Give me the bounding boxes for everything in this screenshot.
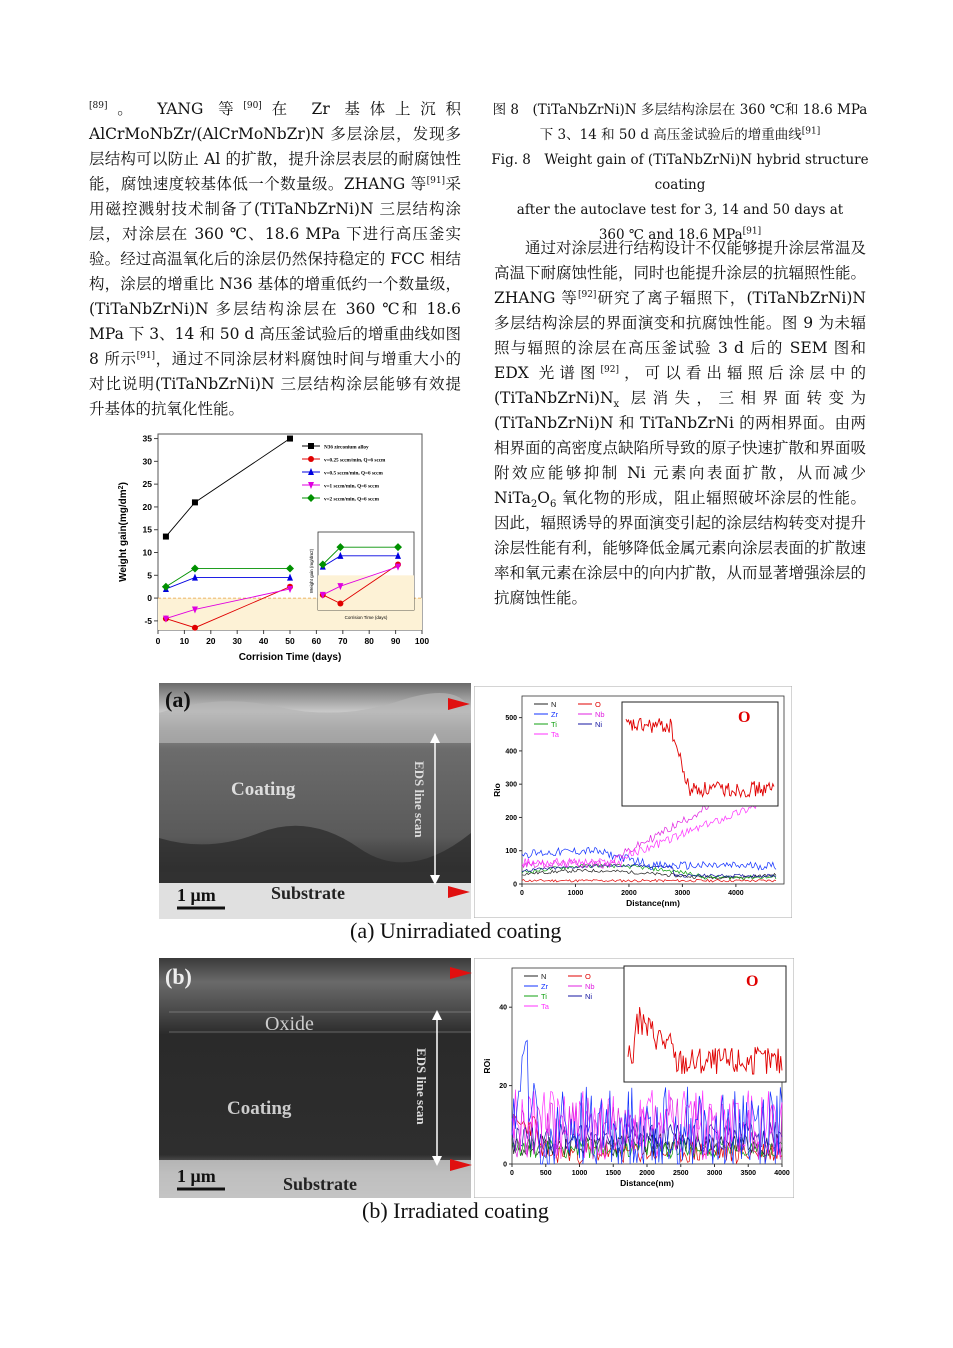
x-tick-label: 2000 (621, 890, 637, 897)
data-point (287, 436, 293, 442)
figure-8-chart (112, 428, 442, 668)
inset-negative-region (318, 575, 414, 610)
caption-zh: 图 8 (TiTaNbZrNi)N 多层结构涂层在 360 ℃和 18.6 MPa 下 3、14 和 50 d 高压釜试验后的增重曲线[91] (492, 102, 868, 143)
y-tick-label: 10 (142, 547, 152, 558)
data-point (308, 456, 314, 462)
y-tick-label: 500 (505, 715, 517, 723)
x-tick-label: 80 (364, 636, 374, 646)
legend-entry: Ti (551, 720, 557, 729)
figure-9b-sem-image (159, 958, 471, 1198)
inset-y-label: Weight gain (mg/dm2) (309, 548, 314, 594)
red-arrow-b-top (450, 967, 472, 979)
y-tick-label: 40 (499, 1004, 507, 1012)
legend-entry: Nb (585, 982, 595, 991)
figure-9b-eds-plot (474, 958, 794, 1198)
x-axis-label: Corrision Time (days) (238, 652, 342, 663)
inset-label: O (746, 973, 759, 990)
legend-entry: Ta (551, 730, 559, 739)
x-tick-label: 90 (390, 636, 401, 646)
x-tick-label: 0 (155, 636, 161, 646)
figure-9a-eds-plot (474, 686, 792, 918)
y-tick-label: 30 (142, 456, 152, 467)
figure-9a-caption: (a) Unirradiated coating (350, 918, 562, 943)
y-tick-label: 100 (505, 848, 517, 856)
legend-entry: O (595, 700, 601, 709)
y-tick-label: -5 (144, 615, 152, 626)
y-tick-label: 300 (505, 781, 517, 789)
inset-label: O (738, 709, 751, 726)
scale-bar-label: 1 μm (177, 885, 216, 905)
y-tick-label: 5 (147, 570, 152, 581)
legend-entry: Zr (541, 982, 549, 991)
coating-label-b: Coating (227, 1098, 292, 1119)
sem-tag-a: (a) (165, 687, 191, 712)
legend-entry: Ni (595, 720, 603, 729)
legend-entry: Ti (541, 992, 547, 1001)
x-tick-label: 2000 (639, 1170, 655, 1177)
x-tick-label: 3000 (674, 890, 691, 897)
legend-entry: v=0.5 sccm/min, Q=6 sccm (324, 470, 383, 477)
sem-tag-b: (b) (165, 964, 192, 989)
x-tick-label: 0 (510, 1170, 514, 1177)
data-point (337, 601, 343, 607)
x-tick-label: 2500 (672, 1170, 689, 1177)
legend-entry: Ta (541, 1002, 549, 1011)
x-tick-label: 30 (232, 636, 242, 646)
y-axis-label: Rio (492, 783, 502, 797)
red-arrow-a-top (448, 698, 470, 710)
oxide-label: Oxide (265, 1013, 314, 1035)
x-tick-label: 20 (206, 636, 216, 646)
legend-entry: v=0.25 sccm/min, Q=6 sccm (324, 457, 386, 464)
y-tick-label: 35 (142, 433, 152, 444)
legend-entry: N (541, 972, 547, 981)
legend-entry: v=2 sccm/min, Q=6 sccm (324, 496, 379, 503)
x-tick-label: 4000 (774, 1170, 790, 1177)
x-tick-label: 4000 (728, 890, 744, 897)
x-tick-label: 10 (179, 636, 190, 646)
substrate-label-b: Substrate (283, 1174, 358, 1194)
paragraph-1: [89]。 YANG 等[90]在 Zr 基体上沉积 AlCrMoNbZr/(AlCrMoNbZr)N 多层涂层，发现多层结构可以防止 Al 的扩散，提升涂层表层的耐腐蚀性能，腐蚀速度较基体低一个数量级。ZHANG 等[91]采用磁控溅射技术制备了(TiTaNbZrNi)N 三层结构涂层，对涂层在 360 ℃、18.6 MPa 下进行高压釜实验。经过高温氧化后的涂层仍然保持稳定的 FCC 相结构，涂层的增重比 N36 基体的增重低约一个数量级，(TiTaNbZrNi)N 多层结构涂层在 360 ℃和 18.6 MPa 下 3、14 和 50 d 高压釜试验后的增重曲线如图 8 所示[91]，通过不同涂层材料腐蚀时间与增重大小的对比说明(TiTaNbZrNi)N 三层结构涂层能够有效提升基体的抗氧化性能。 (89, 100, 461, 418)
x-tick-label: 3500 (740, 1170, 757, 1177)
data-point (192, 499, 198, 505)
data-point (308, 443, 314, 449)
legend-entry: Ni (585, 992, 593, 1001)
x-tick-label: 1000 (571, 1170, 588, 1177)
y-tick-label: 400 (505, 748, 517, 756)
eds-scan-label-b: EDS line scan (414, 1048, 429, 1125)
y-tick-label: 0 (513, 881, 517, 889)
x-tick-label: 500 (539, 1170, 552, 1177)
y-axis-label: Weight $gain(mg/dm^2)$ (117, 482, 129, 582)
y-tick-label: 25 (142, 479, 152, 490)
substrate-label: Substrate (271, 883, 346, 903)
figure-9a-sem-image (159, 683, 471, 919)
y-tick-label: 20 (142, 501, 152, 512)
x-axis-label: Distance(nm) (620, 1178, 674, 1188)
y-tick-label: 0 (147, 593, 152, 604)
x-tick-label: 100 (414, 636, 430, 646)
scale-bar-label-b: 1 μm (177, 1166, 216, 1186)
y-tick-label: 200 (505, 814, 517, 822)
inset-x-label: Corrision Time (days) (344, 615, 388, 620)
x-tick-label: 1500 (605, 1170, 622, 1177)
eds-scan-label: EDS line scan (412, 761, 427, 838)
legend-entry: Zr (551, 710, 559, 719)
legend-entry: N36 zirconium alloy (324, 444, 369, 451)
data-point (163, 534, 169, 540)
legend-entry: N (551, 700, 557, 709)
coating-label: Coating (231, 779, 296, 800)
x-tick-label: 0 (520, 890, 524, 897)
x-tick-label: 60 (311, 636, 322, 646)
x-tick-label: 50 (285, 636, 295, 646)
y-tick-label: 0 (503, 1161, 507, 1169)
paragraph-2: 通过对涂层进行结构设计不仅能够提升涂层常温及高温下耐腐蚀性能，同时也能提升涂层的抗辐照性能。ZHANG 等[92]研究了离子辐照下，(TiTaNbZrNi)N 多层结构涂层的界面演变和抗腐蚀性能。图 9 为未辐照与辐照的涂层在高压釜试验 3 d 后的 SEM 图和 EDX 光谱图[92]，可以看出辐照后涂层中的$(TiTaNbZrNi)N_x$ 层消失，三相界面转变为(TiTaNbZrNi)N 和 TiTaNbZrNi 的两相界面。由两相界面的高密度点缺陷所导致的原子快速扩散和界面吸附效应能够抑制 Ni 元素向表面扩散，从而减少 $NiTa_2O_6$ 氧化物的形成，阻止辐照破坏涂层的性能。因此，辐照诱导的界面演变引起的涂层结构转变对提升涂层性能有利，能够降低金属元素向涂层表面的扩散速率和氧元素在涂层中的向内扩散，从而显著增强涂层的抗腐蚀性能。 (494, 239, 867, 607)
y-axis-label: ROi (482, 1058, 492, 1074)
x-tick-label: 70 (338, 636, 348, 646)
caption-en: Fig. 8 Weight gain of (TiTaNbZrNi)N hybrid structure coating after the autoclave test for 3, 14 and 50 days at 360 ℃ and 18.6 MPa[91] (491, 152, 869, 243)
legend-entry: v=1 sccm/min, Q=6 sccm (324, 483, 379, 490)
data-point (192, 625, 198, 631)
red-arrow-a-bottom (448, 886, 470, 898)
legend-entry: Nb (595, 710, 605, 719)
right-column (494, 236, 866, 611)
y-tick-label: 20 (499, 1083, 507, 1091)
legend-entry: O (585, 972, 591, 981)
figure-8-caption (490, 98, 870, 248)
figure-9b-caption: (b) Irradiated coating (362, 1198, 549, 1223)
x-axis-label: Distance(nm) (626, 898, 680, 908)
y-tick-label: 15 (142, 524, 152, 535)
x-tick-label: 40 (258, 636, 269, 646)
left-column (89, 97, 461, 422)
red-arrow-b-bottom (450, 1159, 472, 1171)
x-tick-label: 1000 (567, 890, 584, 897)
x-tick-label: 3000 (706, 1170, 723, 1177)
